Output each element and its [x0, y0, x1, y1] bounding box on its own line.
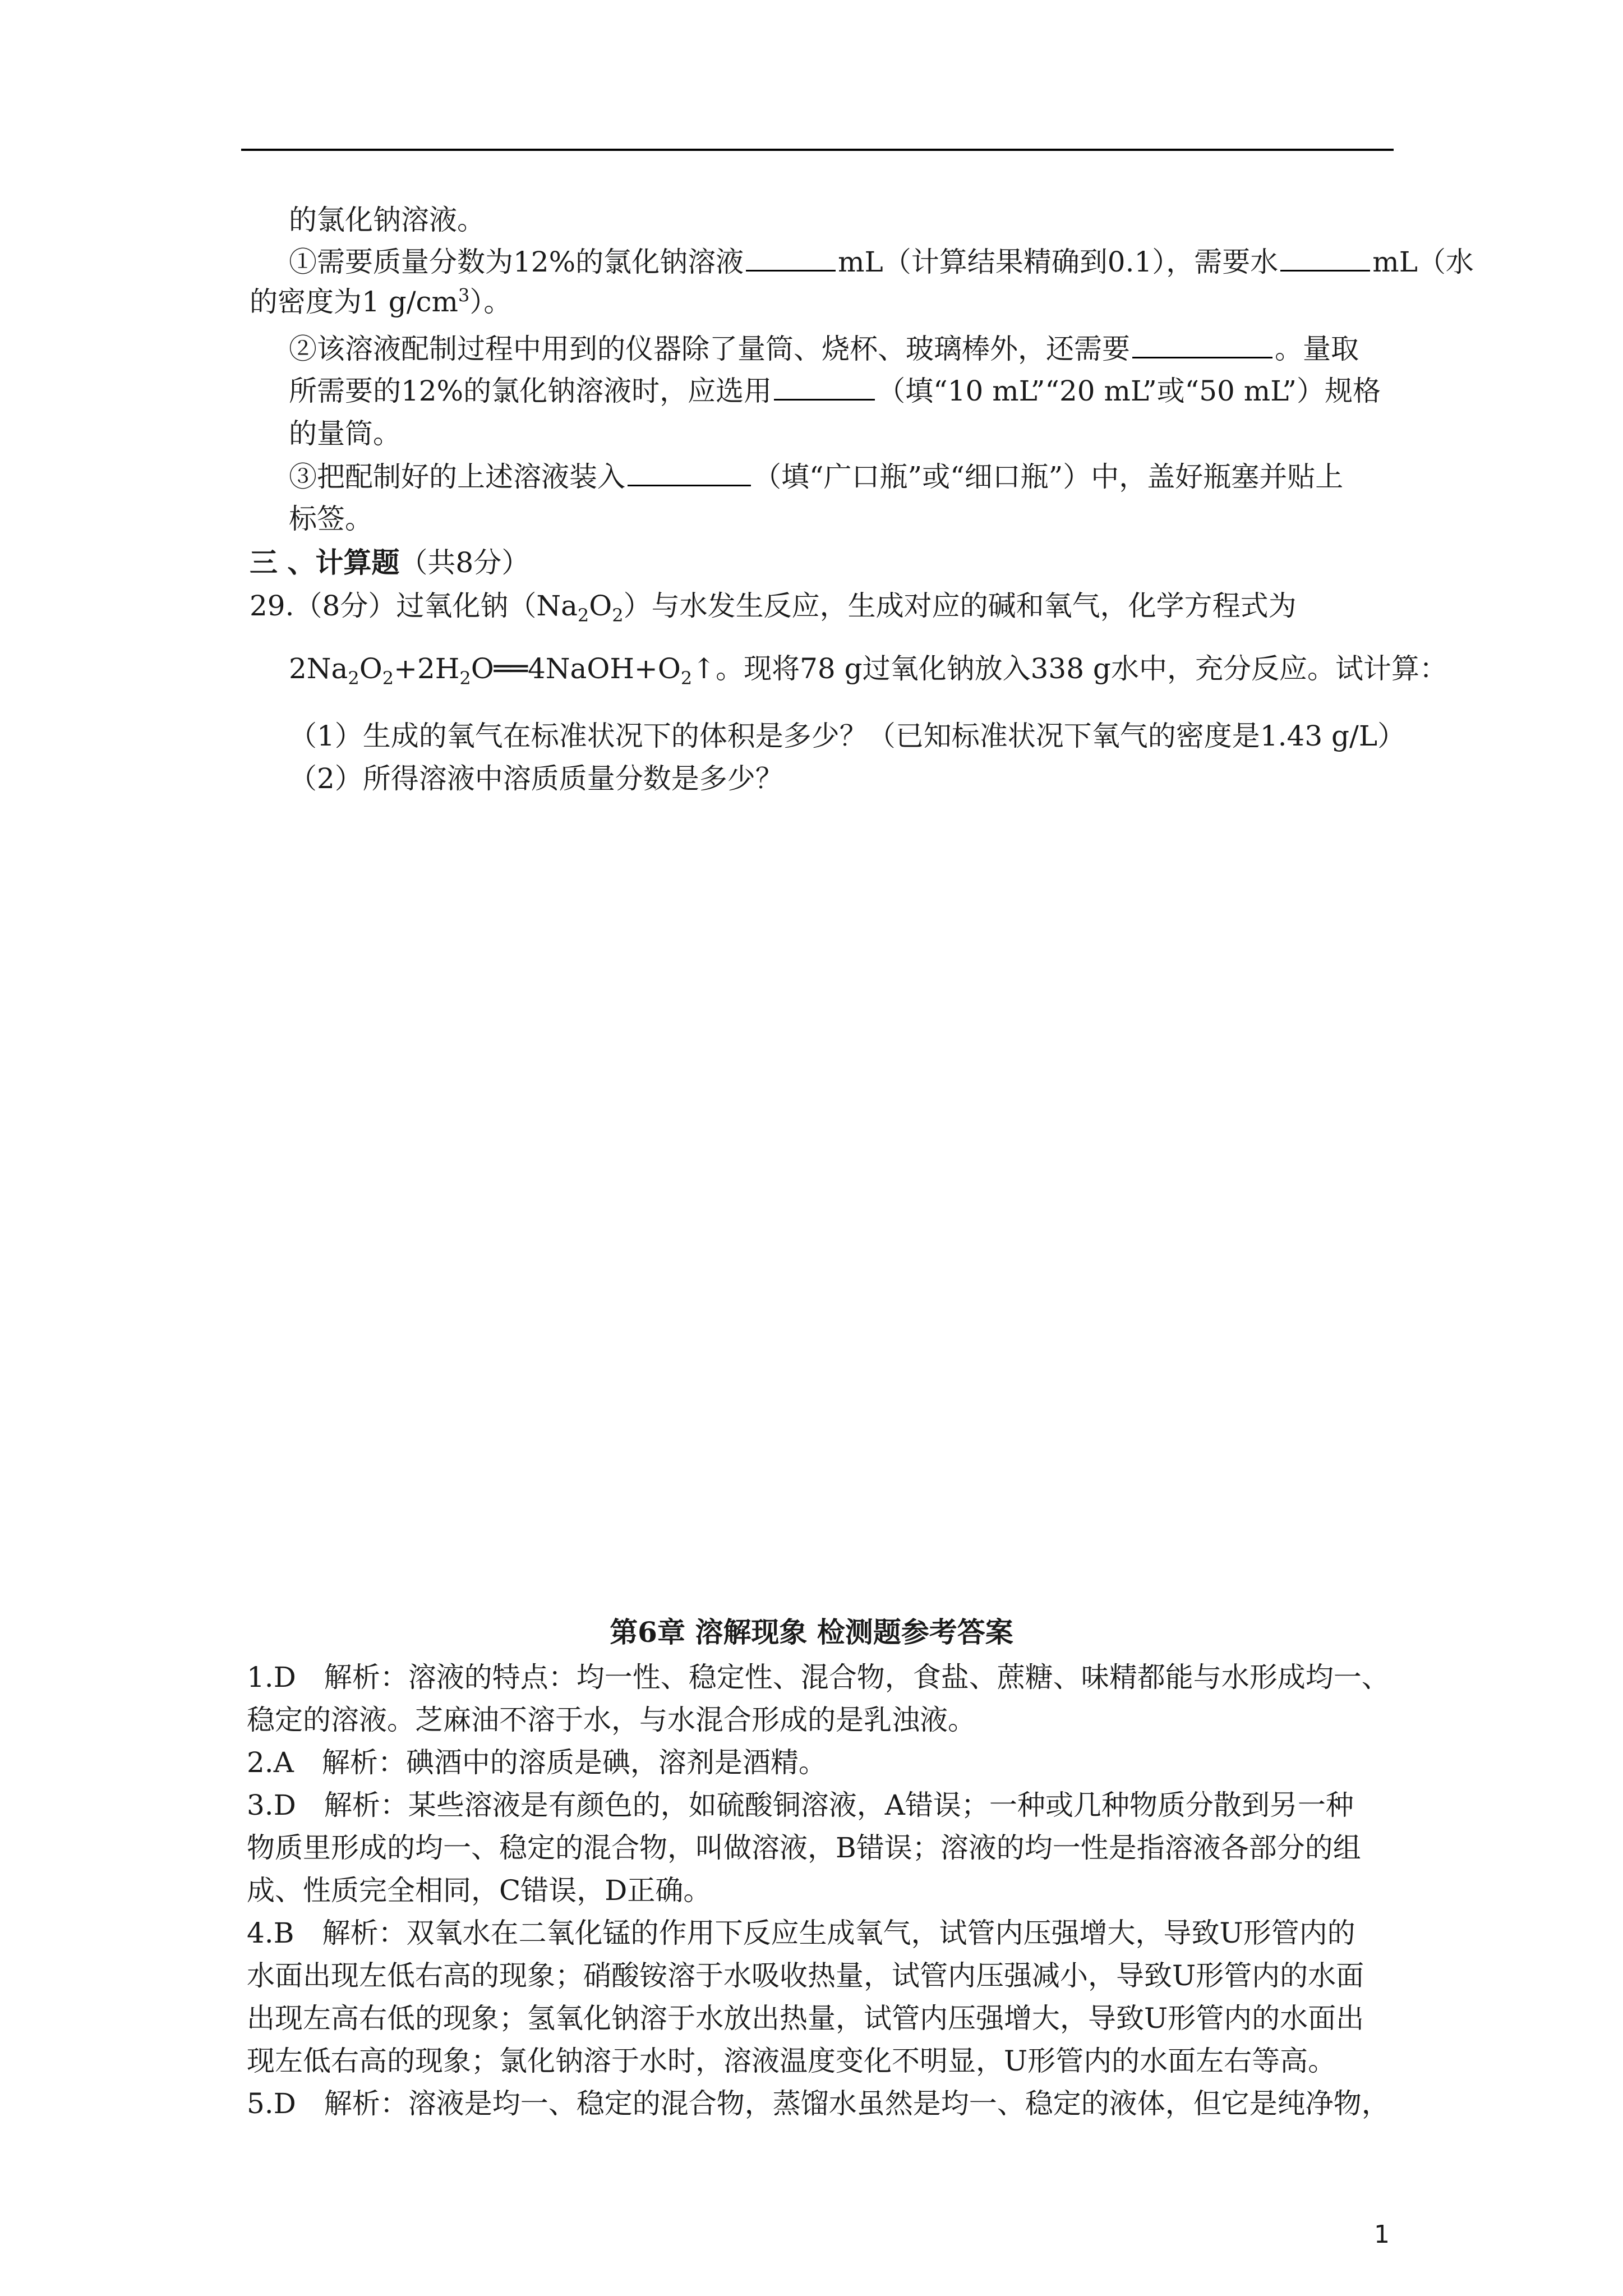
- question-29-equation: [289, 652, 1447, 689]
- subscript: 2: [459, 668, 471, 689]
- text: 2.A 解析：碘酒中的溶质是碘，溶剂是酒精。: [247, 1746, 827, 1779]
- section-points: （共8分）: [399, 546, 530, 579]
- page-number: 1: [1374, 2220, 1390, 2249]
- text: ③把配制好的上述溶液装入: [289, 461, 625, 493]
- text: 物质里形成的均一、稳定的混合物，叫做溶液，B错误；溶液的均一性是指溶液各部分的组: [247, 1832, 1361, 1864]
- text: 所需要的12%的氯化钠溶液时，应选用: [289, 375, 772, 407]
- answer-5: [247, 2087, 1390, 2120]
- text: ）。: [469, 286, 512, 318]
- answer-blank[interactable]: [774, 373, 875, 401]
- text: （填“10 mL”“20 mL”或“50 mL”）规格: [877, 375, 1381, 407]
- subquestion-2-cont: [289, 373, 1381, 408]
- text: 5.D 解析：溶液是均一、稳定的混合物，蒸馏水虽然是均一、稳定的液体，但它是纯净物，: [247, 2087, 1390, 2120]
- answer-3-cont: [247, 1831, 1361, 1865]
- subquestion-2-cont2: [289, 417, 401, 450]
- question-29-part1: [289, 719, 1405, 753]
- section-title: 三 、计算题: [250, 546, 400, 579]
- answer-blank[interactable]: [628, 459, 751, 486]
- answers-title: 第6章 溶解现象 检测题参考答案: [610, 1616, 1013, 1649]
- text: 标签。: [289, 503, 373, 535]
- text: 的密度为1 g/cm: [250, 286, 458, 318]
- answer-2: [247, 1746, 827, 1779]
- superscript: 3: [458, 284, 470, 306]
- subquestion-1: [289, 244, 1474, 279]
- section-heading: [250, 546, 529, 579]
- text: 现左低右高的现象；氯化钠溶于水时，溶液温度变化不明显，U形管内的水面左右等高。: [247, 2045, 1336, 2077]
- text: （2）所得溶液中溶质质量分数是多少？: [289, 762, 783, 795]
- text: mL（计算结果精确到0.1），需要水: [838, 246, 1279, 278]
- text: O: [589, 590, 612, 622]
- text: （填“广口瓶”或“细口瓶”）中，盖好瓶塞并贴上: [753, 461, 1344, 493]
- text: mL（水: [1372, 246, 1474, 278]
- text: 1.D 解析：溶液的特点：均一性、稳定性、混合物，食盐、蔗糖、味精都能与水形成均一、: [247, 1661, 1390, 1694]
- subscript: 2: [382, 668, 394, 689]
- answer-4: [247, 1916, 1355, 1950]
- text: ↑。现将78 g过氧化钠放入338 g水中，充分反应。试计算：: [692, 652, 1447, 685]
- subquestion-3-cont: [289, 502, 373, 536]
- text: 的氯化钠溶液。: [289, 204, 485, 236]
- text: ①需要质量分数为12%的氯化钠溶液: [289, 246, 744, 278]
- text: 。量取: [1275, 333, 1359, 365]
- subquestion-3: [289, 459, 1343, 494]
- continuation-line: [289, 203, 485, 237]
- subscript: 2: [348, 668, 359, 689]
- text: 29.（8分）过氧化钠（Na: [250, 590, 578, 622]
- text: 2Na: [289, 652, 348, 685]
- text: +2H: [394, 652, 460, 685]
- answer-1-cont: [247, 1703, 976, 1737]
- answer-4-cont3: [247, 2044, 1336, 2078]
- answer-3-cont2: [247, 1874, 711, 1907]
- text: 稳定的溶液。芝麻油不溶于水，与水混合形成的是乳浊液。: [247, 1704, 976, 1736]
- subquestion-1-cont: [250, 285, 511, 319]
- text: 3.D 解析：某些溶液是有颜色的，如硫酸铜溶液，A错误；一种或几种物质分散到另一种: [247, 1789, 1354, 1821]
- answer-3: [247, 1788, 1354, 1822]
- question-29: [250, 589, 1297, 626]
- answer-blank[interactable]: [746, 244, 836, 272]
- subscript: 2: [680, 668, 693, 689]
- answer-4-cont: [247, 1959, 1364, 1993]
- text: ②该溶液配制过程中用到的仪器除了量筒、烧杯、玻璃棒外，还需要: [289, 333, 1130, 365]
- text: 出现左高右低的现象；氢氧化钠溶于水放出热量，试管内压强增大，导致U形管内的水面出: [247, 2002, 1364, 2035]
- subscript: 2: [577, 605, 589, 626]
- subquestion-2: [289, 331, 1359, 366]
- text: （1）生成的氧气在标准状况下的体积是多少？（已知标准状况下氧气的密度是1.43 g/L）: [289, 720, 1406, 752]
- answer-1: [247, 1660, 1390, 1694]
- text: 4.B 解析：双氧水在二氧化锰的作用下反应生成氧气，试管内压强增大，导致U形管内的: [247, 1917, 1355, 1949]
- answer-blank[interactable]: [1132, 331, 1272, 358]
- text: 水面出现左低右高的现象；硝酸铵溶于水吸收热量，试管内压强减小，导致U形管内的水面: [247, 1959, 1364, 1992]
- header-rule: [241, 149, 1394, 151]
- question-29-part2: [289, 762, 783, 795]
- answer-blank[interactable]: [1280, 244, 1370, 272]
- text: O: [359, 652, 382, 685]
- text: 的量筒。: [289, 417, 401, 450]
- answer-4-cont2: [247, 2001, 1364, 2035]
- subscript: 2: [612, 605, 624, 626]
- text: 成、性质完全相同，C错误，D正确。: [247, 1874, 712, 1907]
- text: ）与水发生反应，生成对应的碱和氧气，化学方程式为: [623, 590, 1297, 622]
- text: O══4NaOH+O: [471, 652, 681, 685]
